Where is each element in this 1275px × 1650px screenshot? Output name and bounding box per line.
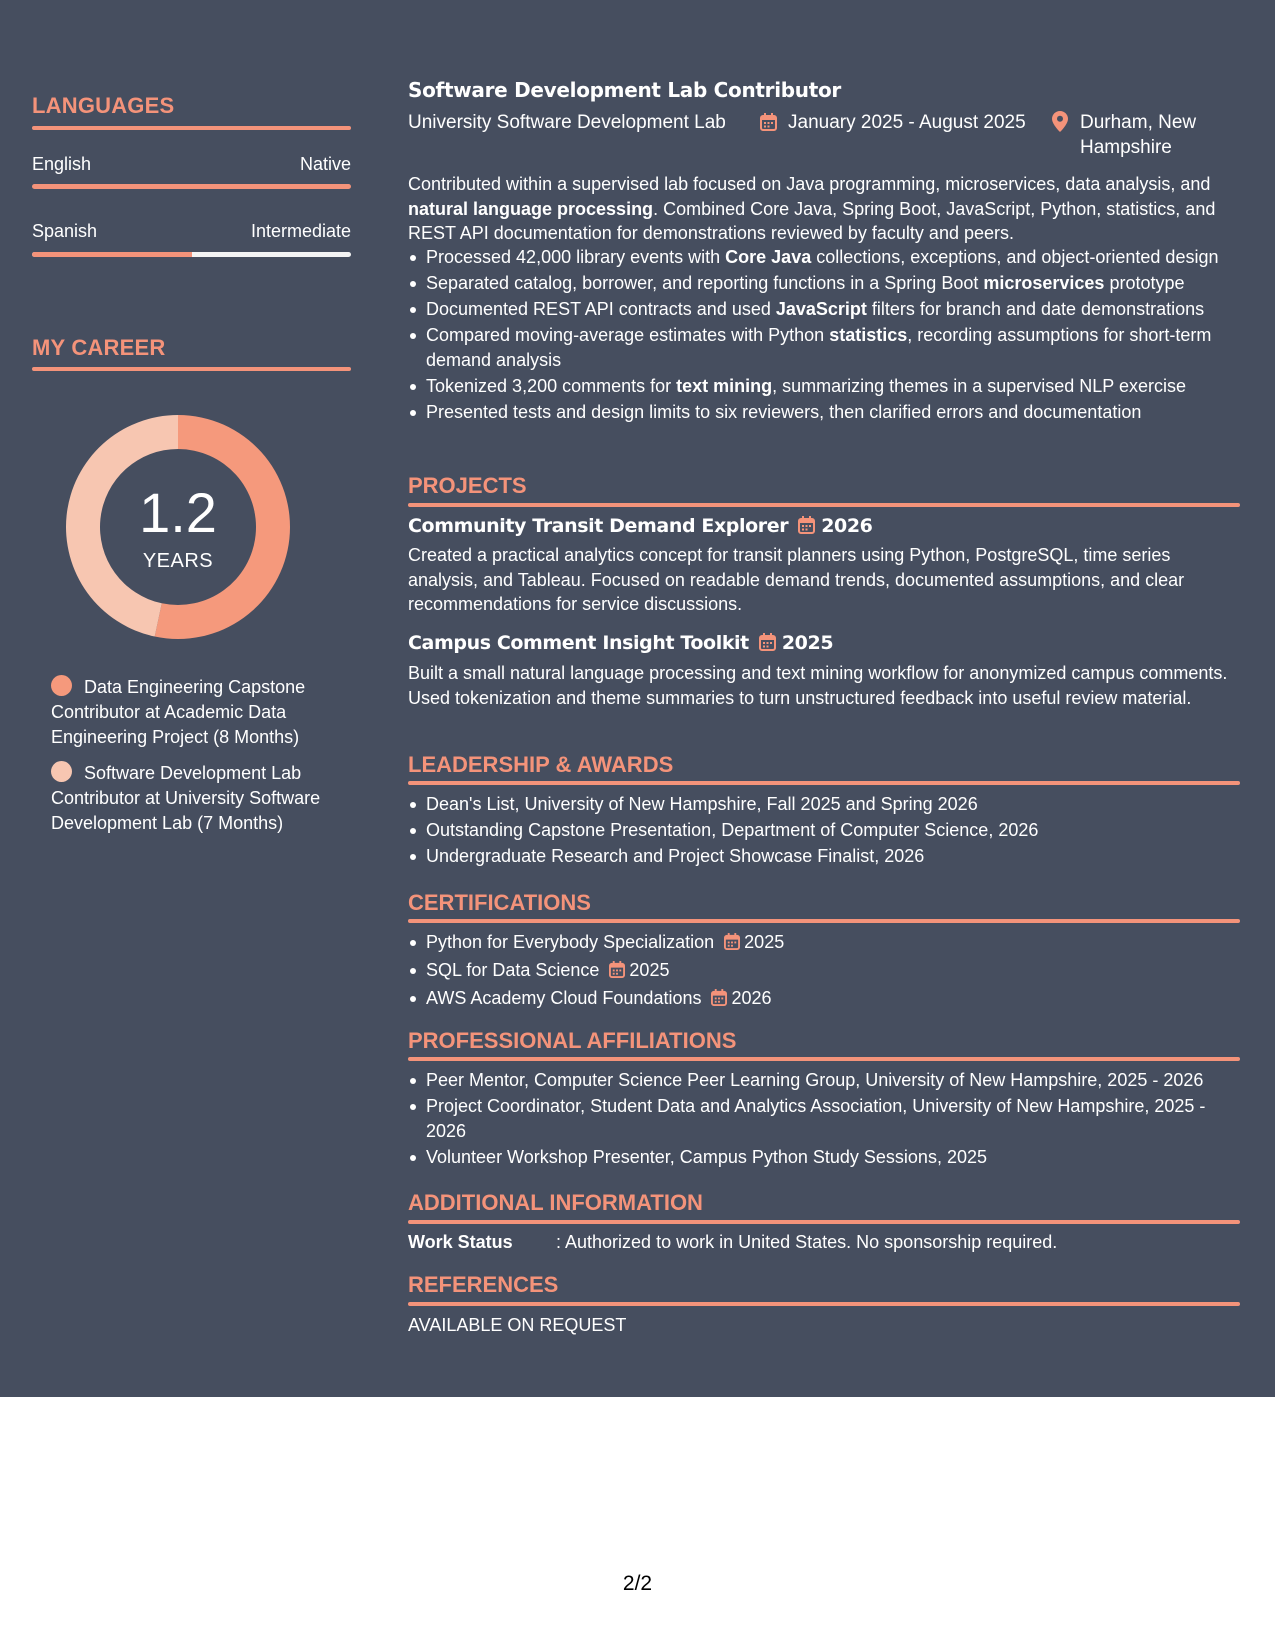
languages-heading: LANGUAGES xyxy=(32,93,175,118)
summary-text: . Combined Core Java, Spring Boot, JavaScript, Python, statistics, and REST API documentation for demonstrations reviewed by faculty and peers. xyxy=(408,198,1216,243)
calendar-icon xyxy=(798,516,815,539)
legend-label: Data Engineering Capstone Contributor at Academic Data Engineering Project (8 Months) xyxy=(51,677,306,747)
certification-item xyxy=(408,986,1240,1013)
calendar-icon xyxy=(724,932,740,957)
language-row-spanish xyxy=(32,221,351,242)
job-bullets xyxy=(408,245,1240,426)
career-total-unit: YEARS xyxy=(142,550,214,572)
certification-name: SQL for Data Science xyxy=(426,960,600,980)
certifications-list xyxy=(408,930,1240,1014)
job-bullet: Presented tests and design limits to six reviewers, then clarified errors and documentation xyxy=(408,400,1240,425)
project-title: Community Transit Demand Explorer xyxy=(408,515,789,537)
project-description: Created a practical analytics concept for transit planners using Python, PostgreSQL, time series analysis, and Tableau. Focused on readable demand trends, documented assumptions, and clear recommendations for service discussions. xyxy=(408,545,1185,614)
references-text: AVAILABLE ON REQUEST xyxy=(408,1315,627,1335)
certifications-heading: CERTIFICATIONS xyxy=(408,890,591,915)
certification-name: Python for Everybody Specialization xyxy=(426,932,715,952)
summary-text: Contributed within a supervised lab focused on Java programming, microservices, data analysis, and xyxy=(408,174,1211,194)
career-legend-item xyxy=(51,761,341,836)
leadership-item: Dean's List, University of New Hampshire, Fall 2025 and Spring 2026 xyxy=(408,792,1240,817)
language-bar-spanish xyxy=(32,252,351,257)
work-status-value: : Authorized to work in United States. No sponsorship required. xyxy=(556,1232,1058,1252)
references-heading: REFERENCES xyxy=(408,1272,559,1297)
job-bullet: Compared moving-average estimates with Python statistics, recording assumptions for short-term demand analysis xyxy=(408,323,1240,372)
leadership-list xyxy=(408,792,1240,870)
leadership-item: Outstanding Capstone Presentation, Department of Computer Science, 2026 xyxy=(408,818,1240,843)
project-title: Campus Comment Insight Toolkit xyxy=(408,632,749,654)
language-level: Intermediate xyxy=(250,221,351,241)
projects-rule xyxy=(408,503,1240,507)
certification-year: 2026 xyxy=(731,988,772,1008)
summary-emphasis: natural language processing xyxy=(408,198,654,219)
job-bullet: Separated catalog, borrower, and reporting functions in a Spring Boot microservices prototype xyxy=(408,271,1240,296)
job-bullet: Processed 42,000 library events with Core Java collections, exceptions, and object-oriented design xyxy=(408,245,1240,270)
language-row-english xyxy=(32,154,351,175)
job-dates: January 2025 - August 2025 xyxy=(788,112,1026,133)
affiliations-rule xyxy=(408,1057,1240,1061)
career-heading: MY CAREER xyxy=(32,335,166,360)
project-year: 2025 xyxy=(781,632,834,654)
language-name: English xyxy=(32,154,92,174)
job-title: Software Development Lab Contributor xyxy=(408,78,841,102)
language-bar-fill xyxy=(32,184,351,189)
project-title-row xyxy=(408,632,833,656)
leadership-rule xyxy=(408,781,1240,785)
career-total-value: 1.2 xyxy=(139,481,217,544)
affiliations-heading: PROFESSIONAL AFFILIATIONS xyxy=(408,1028,737,1053)
additional-heading: ADDITIONAL INFORMATION xyxy=(408,1190,703,1215)
legend-dot xyxy=(51,761,72,782)
calendar-icon xyxy=(711,988,727,1013)
affiliations-list xyxy=(408,1068,1240,1171)
job-summary xyxy=(408,172,1240,246)
legend-dot xyxy=(51,675,72,696)
location-pin-icon xyxy=(1052,111,1068,139)
project-year: 2026 xyxy=(821,515,873,537)
project-title-row xyxy=(408,515,872,539)
certification-item xyxy=(408,930,1240,957)
languages-rule xyxy=(32,126,351,130)
job-bullet: Tokenized 3,200 comments for text mining, summarizing themes in a supervised NLP exercise xyxy=(408,374,1240,399)
calendar-icon xyxy=(609,960,625,985)
additional-rule xyxy=(408,1220,1240,1224)
leadership-heading: LEADERSHIP & AWARDS xyxy=(408,752,674,777)
certification-item xyxy=(408,958,1240,985)
career-legend-item xyxy=(51,675,341,750)
job-bullet: Documented REST API contracts and used JavaScript filters for branch and date demonstrations xyxy=(408,297,1240,322)
references-rule xyxy=(408,1302,1240,1306)
affiliation-item: Project Coordinator, Student Data and Analytics Association, University of New Hampshire, 2025 - 2026 xyxy=(408,1094,1240,1143)
job-location: Durham, New Hampshire xyxy=(1080,112,1197,158)
certifications-rule xyxy=(408,919,1240,923)
language-bar-english xyxy=(32,184,351,189)
leadership-item: Undergraduate Research and Project Showcase Finalist, 2026 xyxy=(408,844,1240,869)
calendar-icon xyxy=(759,633,776,656)
career-rule xyxy=(32,367,351,371)
affiliation-item: Volunteer Workshop Presenter, Campus Python Study Sessions, 2025 xyxy=(408,1145,1240,1170)
calendar-icon xyxy=(760,113,777,138)
certification-year: 2025 xyxy=(744,932,785,952)
certification-name: AWS Academy Cloud Foundations xyxy=(426,988,702,1008)
page-number: 2/2 xyxy=(622,1572,653,1595)
work-status-label: Work Status xyxy=(408,1232,513,1252)
legend-label: Software Development Lab Contributor at University Software Development Lab (7 Months) xyxy=(51,763,321,833)
career-donut-chart xyxy=(66,415,290,639)
affiliation-item: Peer Mentor, Computer Science Peer Learning Group, University of New Hampshire, 2025 - 2026 xyxy=(408,1068,1240,1093)
language-bar-fill xyxy=(32,252,192,257)
project-description: Built a small natural language processing and text mining workflow for anonymized campus comments. Used tokenization and theme summaries to turn unstructured feedback into useful review material. xyxy=(408,663,1228,708)
language-name: Spanish xyxy=(32,221,98,241)
language-level: Native xyxy=(299,154,351,174)
job-organization: University Software Development Lab xyxy=(408,112,726,133)
certification-year: 2025 xyxy=(629,960,670,980)
projects-heading: PROJECTS xyxy=(408,473,527,498)
